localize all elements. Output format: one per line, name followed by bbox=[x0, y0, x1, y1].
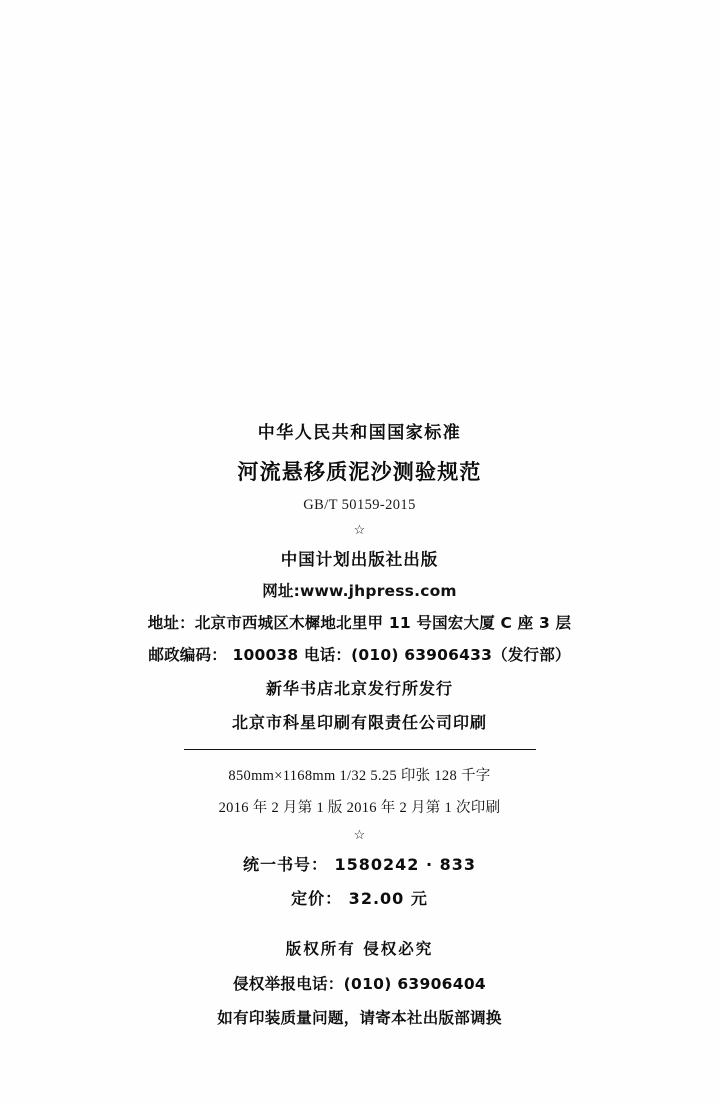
isbn-number: 统一书号： 1580242 · 833 bbox=[242, 855, 477, 874]
postcode-and-phone: 邮政编码： 100038 电话：(010) 63906433（发行部） bbox=[148, 646, 571, 664]
distributor-name: 新华书店北京发行所发行 bbox=[265, 679, 453, 698]
star-ornament-top-icon: ☆ bbox=[353, 522, 366, 537]
publisher-website: 网址:www.jhpress.com bbox=[262, 582, 457, 600]
publisher-address: 地址：北京市西城区木樨地北里甲 11 号国宏大厦 C 座 3 层 bbox=[147, 614, 572, 632]
printer-name: 北京市科星印刷有限责任公司印刷 bbox=[231, 713, 487, 732]
colophon-block bbox=[0, 418, 719, 1028]
infringement-report-phone: 侵权举报电话：(010) 63906404 bbox=[233, 975, 486, 993]
price-label: 定价： 32.00 元 bbox=[291, 889, 428, 908]
page-title: 河流悬移质泥沙测验规范 bbox=[237, 460, 482, 484]
book-specification: 850mm×1168mm 1/32 5.25 印张 128 千字 bbox=[228, 768, 491, 784]
star-ornament-bottom-icon: ☆ bbox=[353, 827, 366, 842]
standard-header: 中华人民共和国国家标准 bbox=[257, 423, 462, 443]
publisher-name: 中国计划出版社出版 bbox=[280, 550, 439, 569]
horizontal-divider bbox=[184, 749, 536, 750]
edition-info: 2016 年 2 月第 1 版 2016 年 2 月第 1 次印刷 bbox=[218, 800, 501, 816]
standard-code: GB/T 50159-2015 bbox=[303, 497, 416, 513]
quality-exchange-note: 如有印装质量问题，请寄本社出版部调换 bbox=[217, 1009, 502, 1027]
copyright-notice: 版权所有 侵权必究 bbox=[285, 940, 434, 958]
